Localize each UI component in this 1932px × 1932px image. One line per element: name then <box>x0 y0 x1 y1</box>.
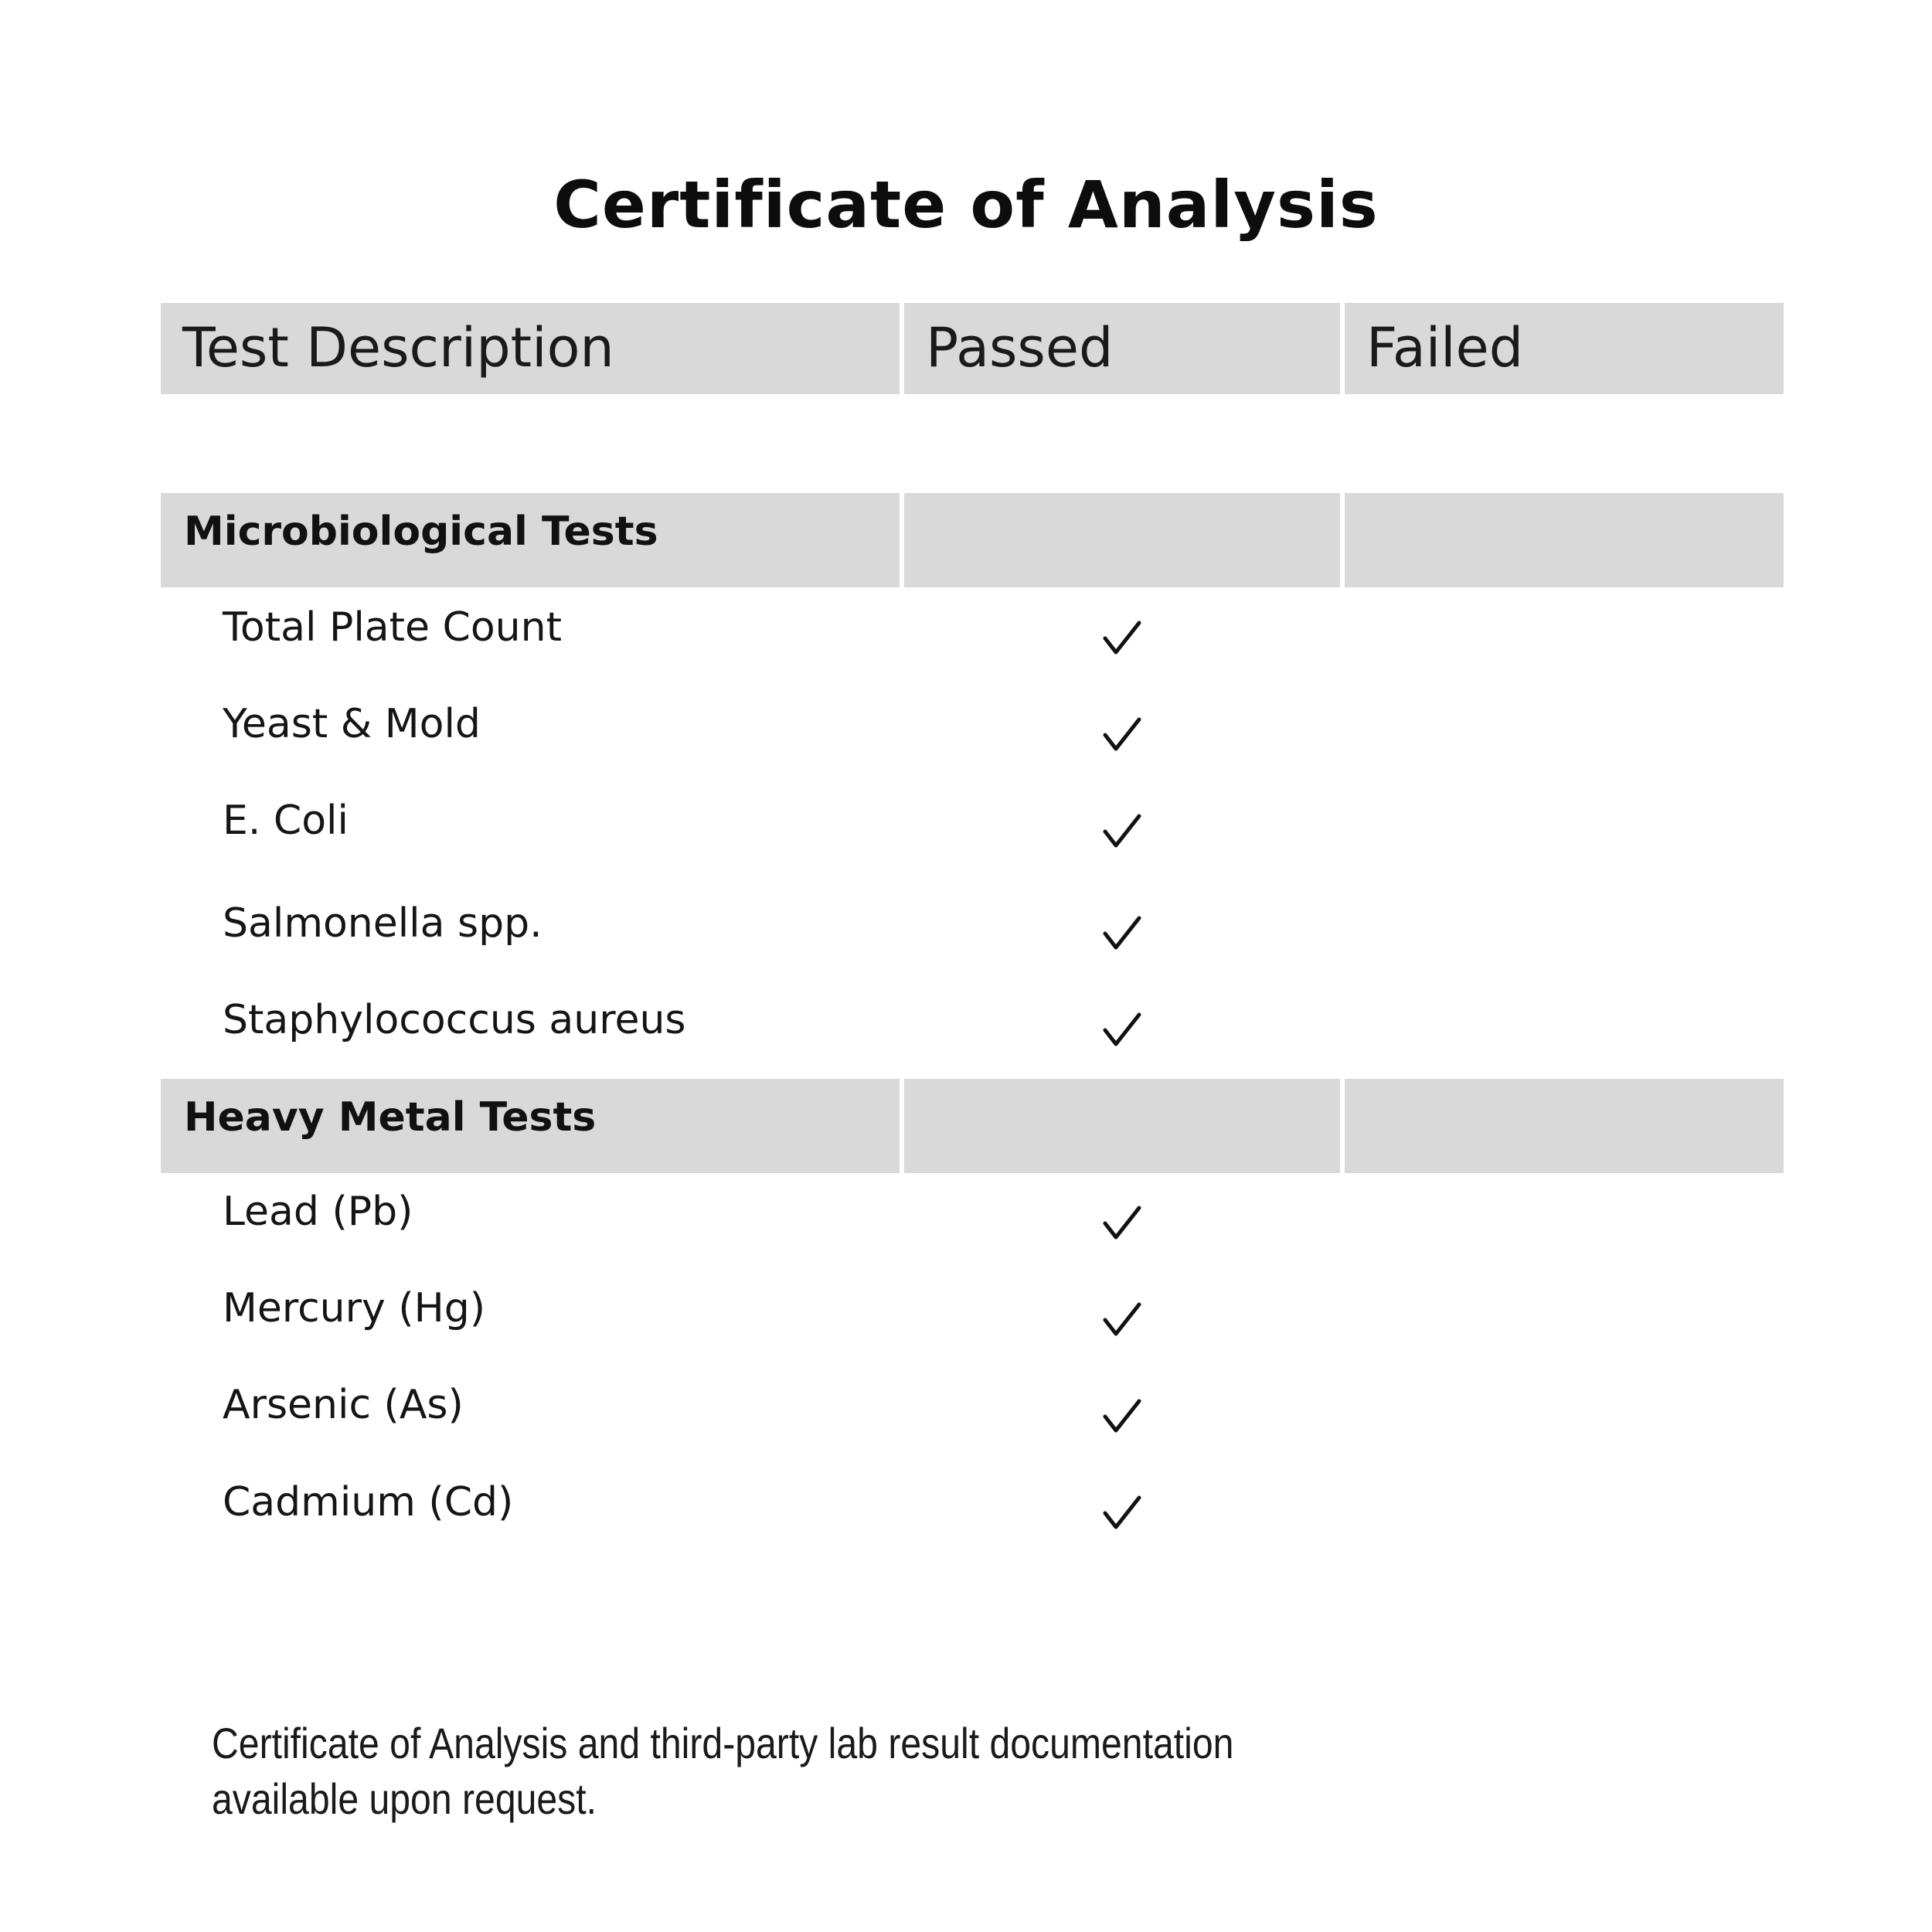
section-title-heavy-metal: Heavy Metal Tests <box>184 1094 597 1141</box>
checkmark-icon <box>1100 617 1144 660</box>
column-header-passed: Passed <box>926 316 1114 379</box>
column-header-failed: Failed <box>1366 316 1524 379</box>
footer-note <box>212 1716 1342 1827</box>
section-cell-failed <box>1345 1079 1784 1173</box>
test-label: Total Plate Count <box>223 604 562 651</box>
test-label: Lead (Pb) <box>223 1189 413 1235</box>
section-cell-passed <box>904 1079 1340 1173</box>
checkmark-icon <box>1100 912 1144 955</box>
section-cell-failed <box>1345 493 1784 587</box>
checkmark-icon <box>1100 1395 1144 1438</box>
test-label: Cadmium (Cd) <box>223 1479 514 1526</box>
test-label: Staphylococcus aureus <box>223 997 686 1043</box>
checkmark-icon <box>1100 810 1144 853</box>
page-title: Certificate of Analysis <box>553 167 1379 243</box>
test-label: Yeast & Mold <box>223 701 481 747</box>
test-label: Salmonella spp. <box>223 900 543 947</box>
section-title-microbiological: Microbiological Tests <box>184 509 658 555</box>
column-header-test-description: Test Description <box>182 316 614 379</box>
checkmark-icon <box>1100 1009 1144 1052</box>
checkmark-icon <box>1100 1298 1144 1342</box>
checkmark-icon <box>1100 713 1144 757</box>
checkmark-icon <box>1100 1202 1144 1245</box>
test-label: Mercury (Hg) <box>223 1285 486 1332</box>
footer-line-2: available upon request. <box>212 1774 597 1823</box>
test-label: Arsenic (As) <box>223 1382 464 1428</box>
section-cell-passed <box>904 493 1340 587</box>
checkmark-icon <box>1100 1492 1144 1535</box>
test-label: E. Coli <box>223 798 349 844</box>
footer-line-1: Certificate of Analysis and third-party lab result documentation <box>212 1719 1234 1767</box>
